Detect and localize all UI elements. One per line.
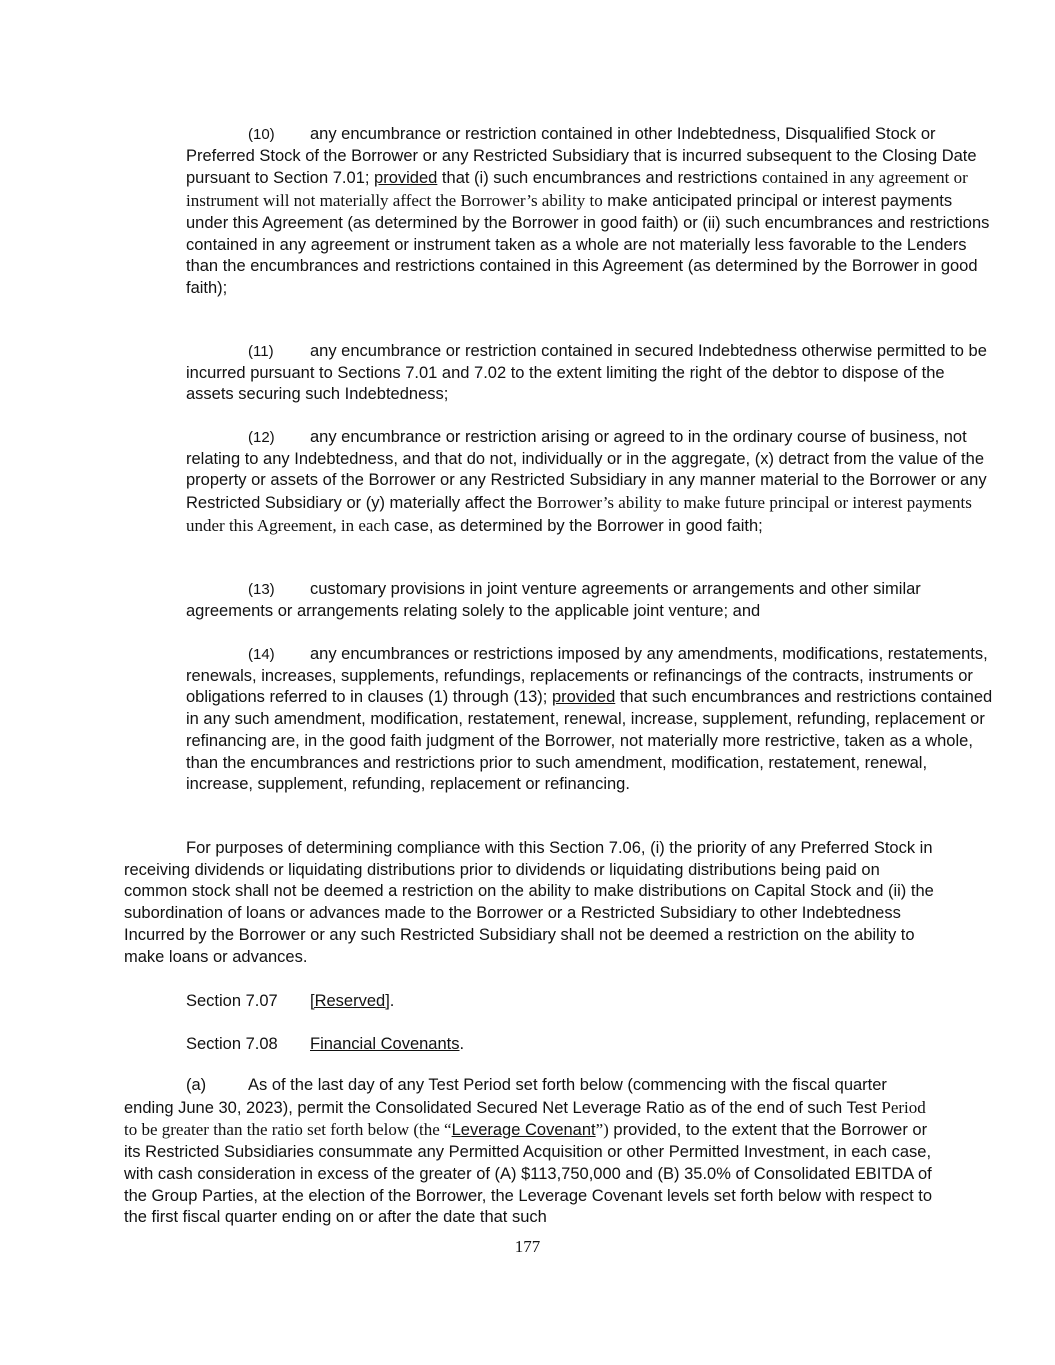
paragraph-number: (a) <box>186 1076 207 1094</box>
paragraph-a: (a) As of the last day of any Test Period set forth below (commencing with the fiscal quarter ending June 30, 2023), permit the Consolidated Secured Net Leverage Ratio as of the end of such Test Period to be greater than the ratio set forth below (the “Leverage Covenant”) provided, to the extent that the Borrower or its Restricted Subsidiaries consummate any Permitted Acquisition or other Permitted Investment, in each case, with cash consideration in excess of the greater of (A) $113,750,000 and (B) 35.0% of Consolidated EBITDA of the Group Parties, at the election of the Borrower, the Leverage Covenant levels set forth below with respect to the first fiscal quarter ending on or after the date that such <box>124 1076 933 1227</box>
section-title: Financial Covenants <box>310 1035 460 1053</box>
section-7-07-heading: Section 7.07 [Reserved]. <box>186 992 395 1010</box>
clause-14: (14) any encumbrances or restrictions imposed by any amendments, modifications, restatements, renewals, increases, supplements, refundings, replacements or refinancings of the contracts, instruments or obligations referred to in clauses (1) through (13); provided that such encumbrances and restrictions contained in any such amendment, modification, restatement, renewal, increase, supplement, refunding, replacement or refinancing are, in the good faith judgment of the Borrower, not materially more restrictive, taken as a whole, than the encumbrances and restrictions prior to such amendment, modification, restatement, renewal, increase, supplement, refunding, replacement or refinancing. <box>186 645 993 794</box>
section-title: [Reserved] <box>310 992 390 1010</box>
clause-number: (14) <box>248 646 275 663</box>
clause-number: (10) <box>248 126 275 143</box>
defined-term: Leverage Covenant <box>451 1121 596 1140</box>
clause-number: (13) <box>248 581 275 598</box>
section-label: Section 7.08 <box>186 1035 278 1053</box>
purposes-paragraph: For purposes of determining compliance with this Section 7.06, (i) the priority of any Preferred Stock in receiving dividends or liquidating distributions prior to dividends or liquidating distributions being paid on common stock shall not be deemed a restriction on the ability to make distributions on Capital Stock and (ii) the subordination of loans or advances made to the Borrower or a Restricted Subsidiary to other Indebtedness Incurred by the Borrower or any such Restricted Subsidiary shall not be deemed a restriction on the ability to make loans or advances. <box>124 839 934 966</box>
page-number: 177 <box>514 1237 541 1256</box>
clause-number: (11) <box>248 343 274 360</box>
clause-number: (12) <box>248 429 275 446</box>
clause-12: (12) any encumbrance or restriction arising or agreed to in the ordinary course of business, not relating to any Indebtedness, and that do not, individually or in the aggregate, (x) detract from the value of the property or assets of the Borrower or any Restricted Subsidiary in any manner material to the Borrower or any Restricted Subsidiary or (y) materially affect the Borrower’s ability to make future principal or interest payments under this Agreement, in each case, as determined by the Borrower in good faith; <box>186 428 987 535</box>
clause-11: (11) any encumbrance or restriction contained in secured Indebtedness otherwise permitted to be incurred pursuant to Sections 7.01 and 7.02 to the extent limiting the right of the debtor to dispose of the assets securing such Indebtedness; <box>186 342 987 404</box>
clause-10: (10) any encumbrance or restriction contained in other Indebtedness, Disqualified Stock or Preferred Stock of the Borrower or any Restricted Subsidiary that is incurred subsequent to the Closing Date pursuant to Section 7.01; provided that (i) such encumbrances and restrictions contained in any agreement or instrument will not materially affect the Borrower’s ability to make anticipated principal or interest payments under this Agreement (as determined by the Borrower in good faith) or (ii) such encumbrances and restrictions contained in any agreement or instrument taken as a whole are not materially less favorable to the Lenders than the encumbrances and restrictions contained in this Agreement (as determined by the Borrower in good faith); <box>186 125 990 297</box>
section-label: Section 7.07 <box>186 992 278 1010</box>
clause-13: (13) customary provisions in joint venture agreements or arrangements and other similar agreements or arrangements relating solely to the applicable joint venture; and <box>186 580 921 620</box>
section-7-08-heading: Section 7.08 Financial Covenants. <box>186 1035 465 1053</box>
